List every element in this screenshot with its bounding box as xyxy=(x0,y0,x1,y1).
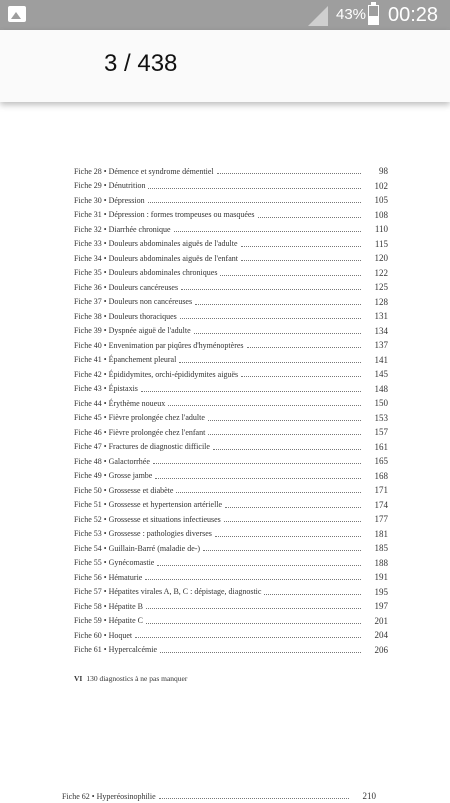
battery-icon xyxy=(368,5,379,25)
toc-entry[interactable] xyxy=(74,179,388,194)
toc-entry-label: Fiche 61 • Hypercalcémie xyxy=(74,645,157,655)
leader-dots xyxy=(135,632,361,638)
leader-dots xyxy=(157,560,361,566)
leader-dots xyxy=(258,212,361,218)
toc-entry[interactable] xyxy=(74,614,388,629)
toc-entry-label: Fiche 60 • Hoquet xyxy=(74,630,133,640)
toc-entry-page: 115 xyxy=(374,238,388,249)
page-indicator-bar xyxy=(0,30,450,102)
toc-entry-page: 122 xyxy=(374,267,388,278)
toc-entry-label: Fiche 28 • Démence et syndrome démentiel xyxy=(74,166,214,176)
toc-entry-label: Fiche 55 • Gynécomastie xyxy=(74,558,155,568)
toc-entry[interactable] xyxy=(74,295,388,310)
leader-dots xyxy=(195,299,361,305)
leader-dots xyxy=(224,516,361,522)
toc-entry[interactable] xyxy=(74,324,388,339)
toc-entry-page: 181 xyxy=(374,528,388,539)
toc-entry[interactable] xyxy=(74,382,388,397)
toc-entry-label: Fiche 40 • Envenimation par piqûres d'hyménoptères xyxy=(74,340,244,350)
toc-entry-label: Fiche 41 • Épanchement pleural xyxy=(74,355,177,365)
toc-entry[interactable] xyxy=(74,193,388,208)
toc-entry[interactable] xyxy=(74,396,388,411)
leader-dots xyxy=(220,270,361,276)
leader-dots xyxy=(153,458,361,464)
toc-entry-label: Fiche 52 • Grossesse et situations infectieuses xyxy=(74,514,221,524)
toc-entry-page: 191 xyxy=(374,572,388,583)
leader-dots xyxy=(155,473,361,479)
toc-entry-page: 206 xyxy=(374,644,388,655)
toc-entry[interactable] xyxy=(74,222,388,237)
toc-entry[interactable] xyxy=(74,309,388,324)
toc-entry-label: Fiche 57 • Hépatites virales A, B, C : dépistage, diagnostic xyxy=(74,587,262,597)
toc-entry-label: Fiche 45 • Fièvre prolongée chez l'adulte xyxy=(74,413,205,423)
toc-entry-page: 153 xyxy=(374,412,388,423)
toc-entry[interactable] xyxy=(74,208,388,223)
leader-dots xyxy=(241,255,361,261)
toc-entry[interactable] xyxy=(74,483,388,498)
toc-entry-label: Fiche 35 • Douleurs abdominales chroniques xyxy=(74,268,218,278)
gallery-icon[interactable] xyxy=(8,6,26,22)
leader-dots xyxy=(179,357,361,363)
toc-entry-label: Fiche 46 • Fièvre prolongée chez l'enfant xyxy=(74,427,206,437)
leader-dots xyxy=(181,284,361,290)
toc-entry-page: 108 xyxy=(374,209,388,220)
toc-entry-label: Fiche 36 • Douleurs cancéreuses xyxy=(74,282,179,292)
toc-entry-label: Fiche 62 • Hyperéosinophilie xyxy=(62,791,156,801)
toc-entry-label: Fiche 48 • Galactorrhée xyxy=(74,456,150,466)
toc-entry-label: Fiche 49 • Grosse jambe xyxy=(74,471,153,481)
leader-dots xyxy=(215,531,361,537)
toc-entry[interactable] xyxy=(74,266,388,281)
toc-entry-page: 134 xyxy=(374,325,388,336)
toc-entry-page: 110 xyxy=(374,224,388,235)
leader-dots xyxy=(145,574,361,580)
leader-dots xyxy=(180,313,361,319)
toc-entry[interactable] xyxy=(74,541,388,556)
toc-entry-page: 141 xyxy=(374,354,388,365)
toc-entry-label: Fiche 42 • Épididymites, orchi-épididymites aiguës xyxy=(74,369,239,379)
toc-entry-label: Fiche 51 • Grossesse et hypertension artérielle xyxy=(74,500,223,510)
toc-entry-partial[interactable] xyxy=(62,789,376,803)
toc-entry-page: 197 xyxy=(374,601,388,612)
toc-entry-page: 102 xyxy=(374,180,388,191)
toc-entry[interactable] xyxy=(74,164,388,179)
toc-entry-label: Fiche 47 • Fractures de diagnostic difficile xyxy=(74,442,210,452)
toc-entry[interactable] xyxy=(74,512,388,527)
toc-entry-label: Fiche 43 • Épistaxis xyxy=(74,384,138,394)
toc-entry-label: Fiche 56 • Hématurie xyxy=(74,572,143,582)
toc-entry-label: Fiche 54 • Guillain-Barré (maladie de-) xyxy=(74,543,201,553)
leader-dots xyxy=(146,618,361,624)
toc-entry-page: 150 xyxy=(374,398,388,409)
toc-entry[interactable] xyxy=(74,353,388,368)
leader-dots xyxy=(264,589,361,595)
toc-entry-label: Fiche 34 • Douleurs abdominales aiguës de l'enfant xyxy=(74,253,238,263)
toc-entry-page: 165 xyxy=(374,456,388,467)
leader-dots xyxy=(203,545,361,551)
table-of-contents xyxy=(74,164,388,657)
toc-entry-page: 98 xyxy=(379,166,388,177)
toc-entry-page: 177 xyxy=(374,514,388,525)
toc-entry-page: 161 xyxy=(374,441,388,452)
toc-entry[interactable] xyxy=(74,367,388,382)
toc-entry[interactable] xyxy=(74,338,388,353)
leader-dots xyxy=(213,444,361,450)
toc-entry-page: 148 xyxy=(374,383,388,394)
clock: 00:28 xyxy=(388,4,439,26)
toc-entry-page: 188 xyxy=(374,557,388,568)
leader-dots xyxy=(217,168,361,174)
toc-entry[interactable] xyxy=(74,411,388,426)
leader-dots xyxy=(194,328,361,334)
status-bar xyxy=(0,0,450,30)
toc-entry-page: 168 xyxy=(374,470,388,481)
leader-dots xyxy=(241,241,361,247)
toc-entry-page: 145 xyxy=(374,369,388,380)
toc-entry[interactable] xyxy=(74,585,388,600)
section-title: 130 diagnostics à ne pas manquer xyxy=(86,674,188,683)
toc-entry[interactable] xyxy=(74,251,388,266)
toc-entry[interactable] xyxy=(74,628,388,643)
toc-entry[interactable] xyxy=(74,440,388,455)
toc-entry[interactable] xyxy=(74,527,388,542)
toc-entry-page: 131 xyxy=(374,311,388,322)
signal-icon xyxy=(308,6,328,26)
toc-entry[interactable] xyxy=(74,237,388,252)
toc-entry-page: 171 xyxy=(374,485,388,496)
toc-entry[interactable] xyxy=(74,570,388,585)
toc-entry-label: Fiche 58 • Hépatite B xyxy=(74,601,144,611)
toc-entry-page: 105 xyxy=(374,195,388,206)
toc-entry[interactable] xyxy=(74,643,388,658)
leader-dots xyxy=(146,603,361,609)
toc-entry-label: Fiche 37 • Douleurs non cancéreuses xyxy=(74,297,193,307)
toc-entry[interactable] xyxy=(74,280,388,295)
toc-entry-label: Fiche 50 • Grossesse et diabète xyxy=(74,485,174,495)
leader-dots xyxy=(247,342,361,348)
leader-dots xyxy=(225,502,361,508)
toc-entry[interactable] xyxy=(74,425,388,440)
section-number: VI xyxy=(74,674,83,683)
leader-dots xyxy=(208,415,361,421)
toc-entry-page: 157 xyxy=(374,427,388,438)
toc-entry[interactable] xyxy=(74,498,388,513)
toc-entry[interactable] xyxy=(74,454,388,469)
battery-level xyxy=(369,16,378,24)
toc-entry-label: Fiche 59 • Hépatite C xyxy=(74,616,144,626)
leader-dots xyxy=(141,386,361,392)
battery-percent: 43% xyxy=(336,6,367,23)
toc-entry-label: Fiche 33 • Douleurs abdominales aiguës de l'adulte xyxy=(74,239,238,249)
section-footer xyxy=(74,674,187,683)
leader-dots xyxy=(160,647,361,653)
leader-dots xyxy=(208,429,361,435)
toc-entry-label: Fiche 32 • Diarrhée chronique xyxy=(74,224,171,234)
toc-entry-page: 204 xyxy=(374,630,388,641)
toc-entry-page: 125 xyxy=(374,282,388,293)
leader-dots xyxy=(148,197,361,203)
leader-dots xyxy=(174,226,361,232)
toc-entry[interactable] xyxy=(74,599,388,614)
toc-entry-label: Fiche 31 • Dépression : formes trompeuses ou masquées xyxy=(74,210,255,220)
toc-entry-label: Fiche 29 • Dénutrition xyxy=(74,181,146,191)
toc-entry-label: Fiche 39 • Dyspnée aiguë de l'adulte xyxy=(74,326,191,336)
leader-dots xyxy=(168,400,361,406)
toc-entry-label: Fiche 53 • Grossesse : pathologies diverses xyxy=(74,529,212,539)
leader-dots xyxy=(148,183,361,189)
leader-dots xyxy=(176,487,361,493)
toc-entry-page: 195 xyxy=(374,586,388,597)
toc-entry-page: 201 xyxy=(374,615,388,626)
toc-entry-label: Fiche 38 • Douleurs thoraciques xyxy=(74,311,177,321)
toc-entry-page: 185 xyxy=(374,543,388,554)
toc-entry-label: Fiche 44 • Érythème noueux xyxy=(74,398,166,408)
leader-dots xyxy=(159,793,349,799)
leader-dots xyxy=(241,371,361,377)
toc-entry-page: 174 xyxy=(374,499,388,510)
toc-entry-page: 210 xyxy=(362,791,376,801)
toc-entry-page: 128 xyxy=(374,296,388,307)
toc-entry-page: 137 xyxy=(374,340,388,351)
page-indicator: 3 / 438 xyxy=(104,50,178,77)
toc-entry-page: 120 xyxy=(374,253,388,264)
toc-entry[interactable] xyxy=(74,556,388,571)
toc-entry-label: Fiche 30 • Dépression xyxy=(74,195,145,205)
toc-entry[interactable] xyxy=(74,469,388,484)
